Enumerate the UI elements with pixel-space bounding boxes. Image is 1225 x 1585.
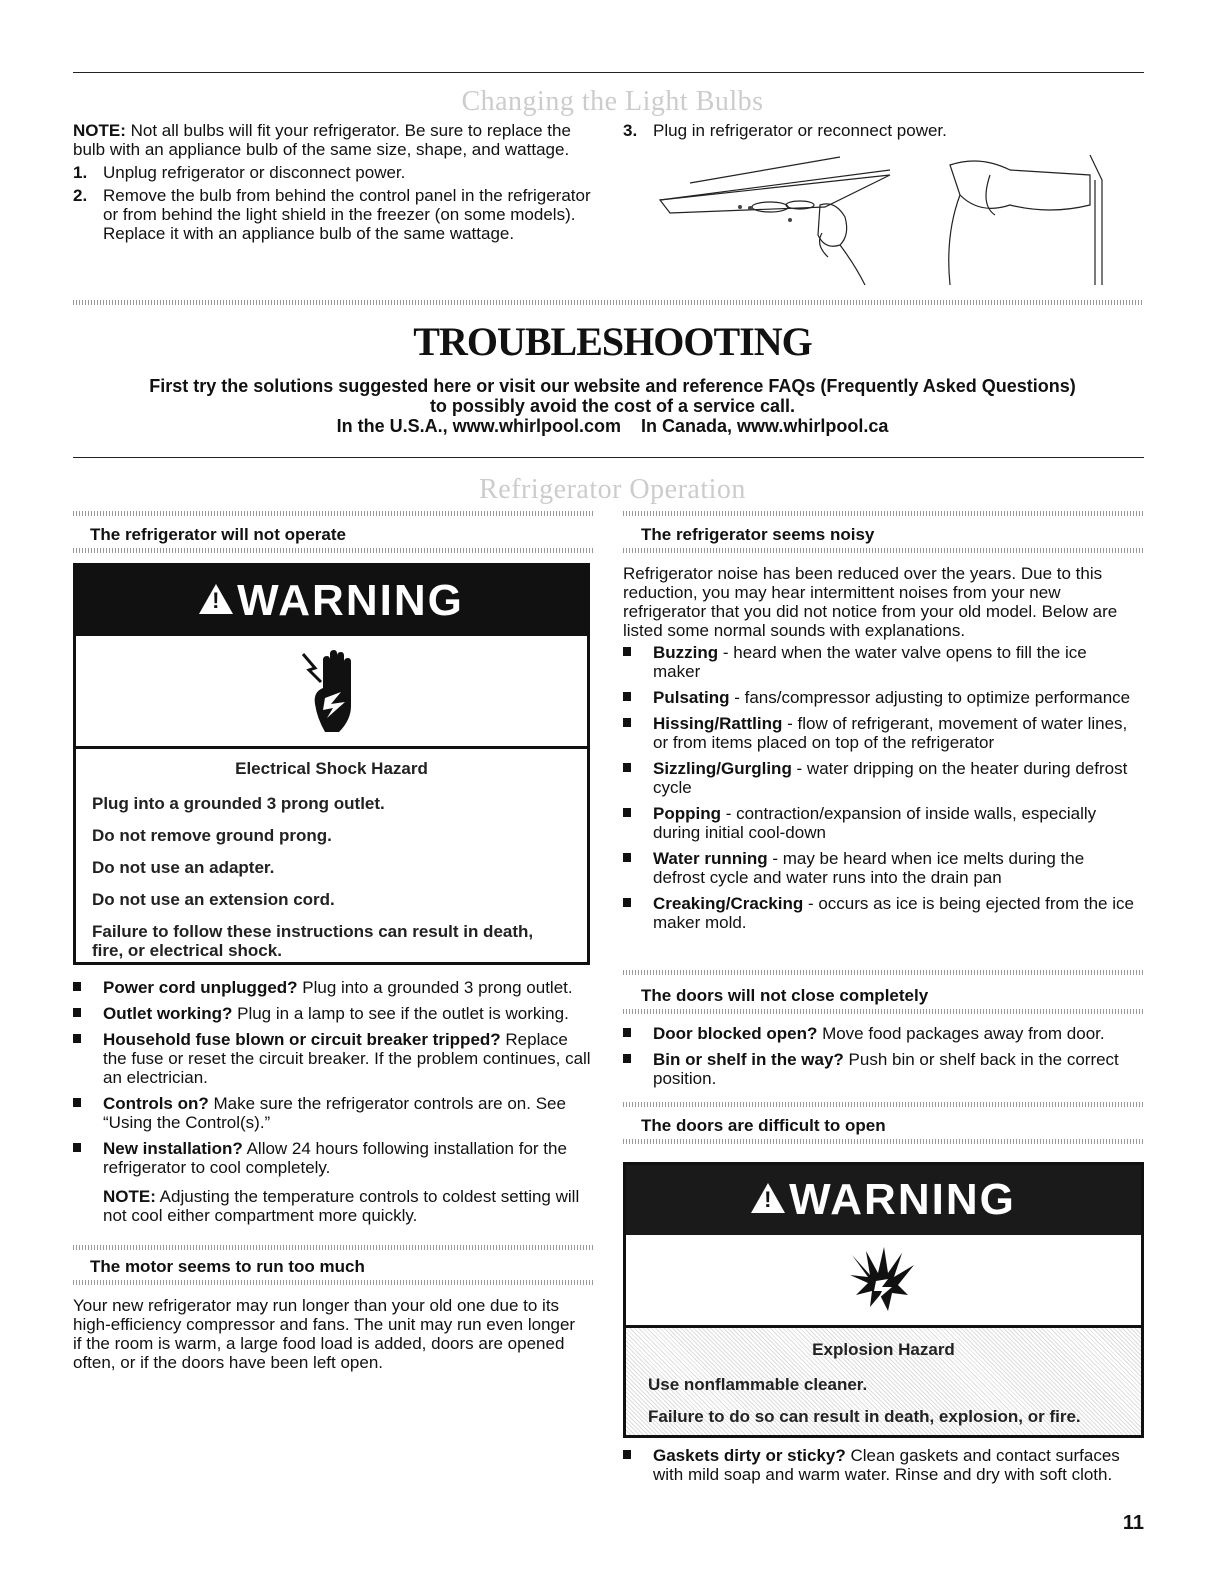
troubleshooting-intro: First try the solutions suggested here or visit our website and reference FAQs (Frequently Asked Questions) to possibly avoid the cost of a service call. In the U.S.A., www.whirlpool.com In Canada, www.whirlpool.ca: [149, 376, 1076, 436]
list-item: Gaskets dirty or sticky? Clean gaskets and contact surfaces with mild soap and warm water. Rinse and dry with soft cloth.: [623, 1446, 1138, 1484]
warning-line: Failure to do so can result in death, explosion, or fire.: [648, 1407, 1081, 1426]
refrigerator-operation-title: Refrigerator Operation: [479, 474, 746, 505]
step-item: 2. Remove the bulb from behind the control panel in the refrigerator or from behind the light shield in the freezer (on some models). Replace it with an appliance bulb of the same wattage.: [73, 186, 591, 243]
motor-heading: The motor seems to run too much: [90, 1257, 365, 1276]
warning-line: Failure to follow these instructions can result in death, fire, or electrical shock.: [92, 922, 534, 960]
electrical-shock-warning: [73, 563, 590, 965]
warning-icon-area: [76, 636, 587, 749]
list-item: Household fuse blown or circuit breaker tripped? Replace the fuse or reset the circuit breaker. If the problem continues, call an electrician.: [73, 1030, 593, 1087]
warning-icon-area: [626, 1235, 1141, 1328]
noisy-intro: Refrigerator noise has been reduced over the years. Due to this reduction, you may hear intermittent noises from your new refrigerator that you did not notice from your old model. Below are listed some normal sounds with explanations.: [623, 564, 1118, 640]
bullet-icon: [623, 1054, 631, 1063]
explosion-warning: [623, 1162, 1144, 1438]
bullet-icon: [623, 853, 631, 862]
noisy-heading: The refrigerator seems noisy: [641, 525, 875, 544]
warning-line: Plug into a grounded 3 prong outlet.: [92, 794, 385, 813]
doors-close-list: [623, 1024, 1138, 1095]
bullet-icon: [623, 763, 631, 772]
will-not-operate-list: [73, 978, 593, 1232]
subhead-hatch: [623, 511, 1144, 516]
list-item: Popping - contraction/expansion of inside walls, especially during initial cool-down: [623, 804, 1138, 842]
step-item: 1. Unplug refrigerator or disconnect power.: [73, 163, 406, 182]
bullet-icon: [623, 1028, 631, 1037]
bullet-icon: [623, 898, 631, 907]
installation-note: NOTE: Adjusting the temperature controls to coldest setting will not cool either compartment more quickly.: [103, 1187, 580, 1225]
motor-text: Your new refrigerator may run longer than your old one due to its high-efficiency compressor and fans. The unit may run even longer if the room is warm, a large food load is added, doors are opened often, or if the doors have been left open.: [73, 1296, 576, 1372]
list-item: Hissing/Rattling - flow of refrigerant, movement of water lines, or from items placed on top of the refrigerator: [623, 714, 1138, 752]
warning-triangle-icon: !: [751, 1183, 785, 1213]
list-item: Bin or shelf in the way? Push bin or shelf back in the correct position.: [623, 1050, 1138, 1088]
list-item: Creaking/Cracking - occurs as ice is being ejected from the ice maker mold.: [623, 894, 1138, 932]
subhead-hatch: [623, 548, 1144, 553]
warning-line: Do not remove ground prong.: [92, 826, 332, 845]
light-bulbs-right-column: [623, 121, 1143, 144]
warning-body: [76, 749, 587, 960]
warning-header: ! WARNING: [76, 566, 587, 636]
noisy-list: [623, 643, 1138, 939]
light-bulbs-left-column: [73, 121, 593, 247]
bullet-icon: [623, 1450, 631, 1459]
list-item: Power cord unplugged? Plug into a grounded 3 prong outlet.: [73, 978, 593, 997]
step-item: 3. Plug in refrigerator or reconnect power.: [623, 121, 947, 140]
top-rule: [73, 72, 1144, 73]
list-item: New installation? Allow 24 hours following installation for the refrigerator to cool completely. NOTE: Adjusting the temperature controls to coldest setting will not cool either compartment more quickly.: [73, 1139, 593, 1225]
bullet-icon: [73, 1143, 81, 1152]
light-bulb-illustration: [650, 145, 1120, 290]
subhead-hatch: [623, 1009, 1144, 1014]
will-not-operate-heading: The refrigerator will not operate: [90, 525, 346, 544]
hazard-caption: Electrical Shock Hazard: [235, 759, 428, 778]
troubleshooting-title: TROUBLESHOOTING: [413, 319, 812, 364]
light-bulbs-title: Changing the Light Bulbs: [461, 86, 764, 117]
bullet-icon: [623, 808, 631, 817]
subhead-hatch: [73, 511, 593, 516]
warning-triangle-icon: !: [199, 584, 233, 614]
section-divider: [73, 300, 1144, 305]
light-bulbs-note: [73, 121, 593, 159]
list-item: Controls on? Make sure the refrigerator controls are on. See “Using the Control(s).”: [73, 1094, 593, 1132]
subhead-hatch: [73, 1280, 593, 1285]
subhead-hatch: [73, 1245, 593, 1250]
list-item: Door blocked open? Move food packages away from door.: [623, 1024, 1138, 1043]
warning-header: ! WARNING: [626, 1165, 1141, 1235]
doors-open-heading: The doors are difficult to open: [641, 1116, 886, 1135]
bullet-icon: [73, 982, 81, 991]
warning-line: Do not use an extension cord.: [92, 890, 335, 909]
explosion-icon: [848, 1245, 918, 1315]
page-number: 11: [1122, 1512, 1144, 1534]
subhead-hatch: [73, 548, 593, 553]
hazard-caption: Explosion Hazard: [812, 1340, 955, 1359]
bullet-icon: [73, 1098, 81, 1107]
list-item: Buzzing - heard when the water valve opens to fill the ice maker: [623, 643, 1138, 681]
subhead-hatch: [623, 1139, 1144, 1144]
list-item: Sizzling/Gurgling - water dripping on the heater during defrost cycle: [623, 759, 1138, 797]
doors-open-list: [623, 1446, 1138, 1491]
section-rule: [73, 457, 1144, 458]
bullet-icon: [73, 1008, 81, 1017]
bullet-icon: [623, 647, 631, 656]
note-text: Not all bulbs will fit your refrigerator. Be sure to replace the bulb with an appliance bulb of the same size, shape, and wattage.: [73, 121, 571, 159]
list-item: Outlet working? Plug in a lamp to see if the outlet is working.: [73, 1004, 593, 1023]
list-item: Water running - may be heard when ice melts during the defrost cycle and water runs into the drain pan: [623, 849, 1138, 887]
electrical-shock-icon: [301, 648, 365, 736]
bullet-icon: [623, 718, 631, 727]
subhead-hatch: [623, 1102, 1144, 1107]
doors-close-heading: The doors will not close completely: [641, 986, 929, 1005]
bullet-icon: [623, 692, 631, 701]
warning-body: [626, 1328, 1141, 1426]
warning-line: Use nonflammable cleaner.: [648, 1375, 868, 1394]
note-label: NOTE:: [73, 121, 126, 140]
bullet-icon: [73, 1034, 81, 1043]
warning-line: Do not use an adapter.: [92, 858, 275, 877]
list-item: Pulsating - fans/compressor adjusting to optimize performance: [623, 688, 1138, 707]
subhead-hatch: [623, 970, 1144, 975]
